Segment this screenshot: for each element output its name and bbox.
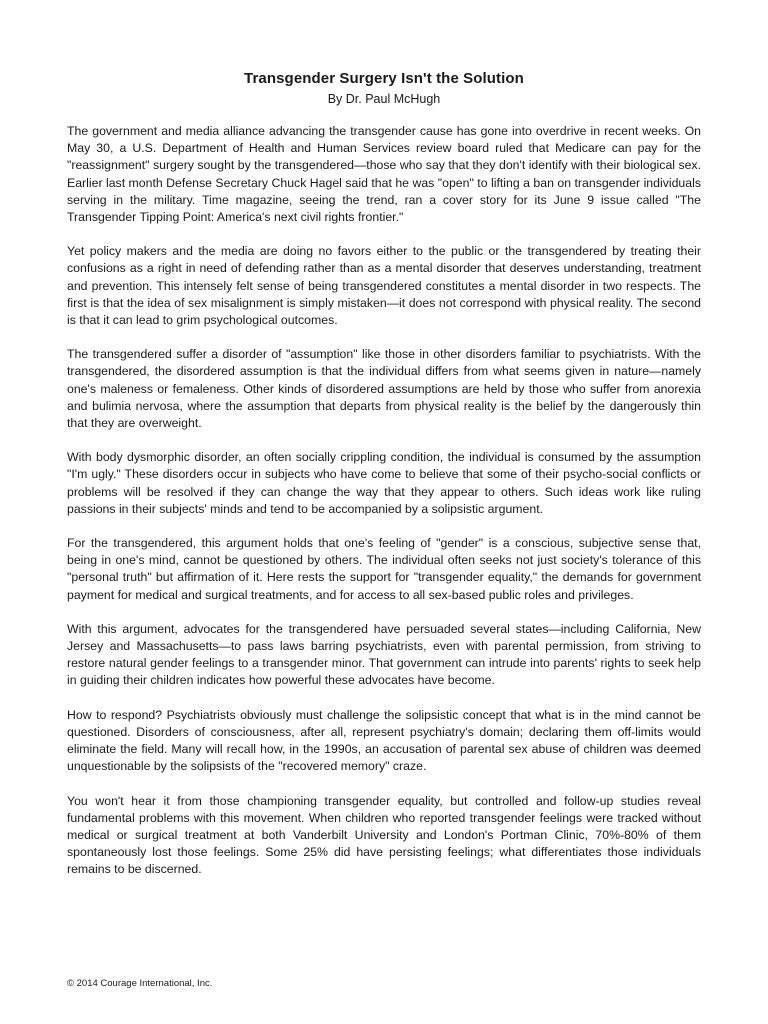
paragraph: The transgendered suffer a disorder of "assumption" like those in other disorders familiar to psychiatrists. With the transgendered, the disordered assumption is that the individual differs from what seems given in nature—namely one's maleness or femaleness. Other kinds of disordered assumptions are held by those who suffer from anorexia and bulimia nervosa, where the assumption that departs from physical reality is the belief by the dangerously thin that they are overweight. <box>67 347 701 431</box>
article-title: Transgender Surgery Isn't the Solution <box>244 70 524 87</box>
paragraph: For the transgendered, this argument holds that one's feeling of "gender" is a conscious, subjective sense that, being in one's mind, cannot be questioned by others. The individual often seeks not just society's tolerance of this "personal truth" but affirmation of it. Here rests the support for "transgender equality," the demands for government payment for medical and surgical treatments, and for access to all sex-based public roles and privileges. <box>67 536 701 602</box>
paragraph: The government and media alliance advancing the transgender cause has gone into overdrive in recent weeks. On May 30, a U.S. Department of Health and Human Services review board ruled that Medicare can pay for the "reassignment" surgery sought by the transgendered—those who say that they don't identify with their biological sex. Earlier last month Defense Secretary Chuck Hagel said that he was "open" to lifting a ban on transgender individuals serving in the military. Time magazine, seeing the trend, ran a cover story for its June 9 issue called "The Transgender Tipping Point: America's next civil rights frontier." <box>67 124 701 225</box>
paragraph: With body dysmorphic disorder, an often socially crippling condition, the individual is consumed by the assumption "I'm ugly." These disorders occur in subjects who have come to believe that some of their psycho-social conflicts or problems will be resolved if they can change the way that they appear to others. Such ideas work like ruling passions in their subjects' minds and tend to be accompanied by a solipsistic argument. <box>67 450 701 516</box>
article-byline: By Dr. Paul McHugh <box>327 92 441 106</box>
paragraph: You won't hear it from those championing transgender equality, but controlled and follow-up studies reveal fundamental problems with this movement. When children who reported transgender feelings were tracked without medical or surgical treatment at both Vanderbilt University and London's Portman Clinic, 70%-80% of them spontaneously lost those feelings. Some 25% did have persisting feelings; what differentiates those individuals remains to be discerned. <box>67 793 701 877</box>
article-body <box>67 123 701 896</box>
paragraph: How to respond? Psychiatrists obviously must challenge the solipsistic concept that what is in the mind cannot be questioned. Disorders of consciousness, after all, represent psychiatry's domain; declaring them off-limits would eliminate the field. Many will recall how, in the 1990s, an accusation of parental sex abuse of children was deemed unquestionable by the solipsists of the "recovered memory" craze. <box>67 707 701 774</box>
paragraph: With this argument, advocates for the transgendered have persuaded several states—including California, New Jersey and Massachusetts—to pass laws barring psychiatrists, even with parental permission, from striving to restore natural gender feelings to a transgender minor. That government can intrude into parents' rights to seek help in guiding their children indicates how powerful these advocates have become. <box>67 621 701 688</box>
paragraph: Yet policy makers and the media are doing no favors either to the public or the transgendered by treating their confusions as a right in need of defending rather than as a mental disorder that deserves understanding, treatment and prevention. This intensely felt sense of being transgendered constitutes a mental disorder in two respects. The first is that the idea of sex misalignment is simply mistaken—it does not correspond with physical reality. The second is that it can lead to grim psychological outcomes. <box>67 244 701 328</box>
copyright-footer: © 2014 Courage International, Inc. <box>67 978 213 989</box>
